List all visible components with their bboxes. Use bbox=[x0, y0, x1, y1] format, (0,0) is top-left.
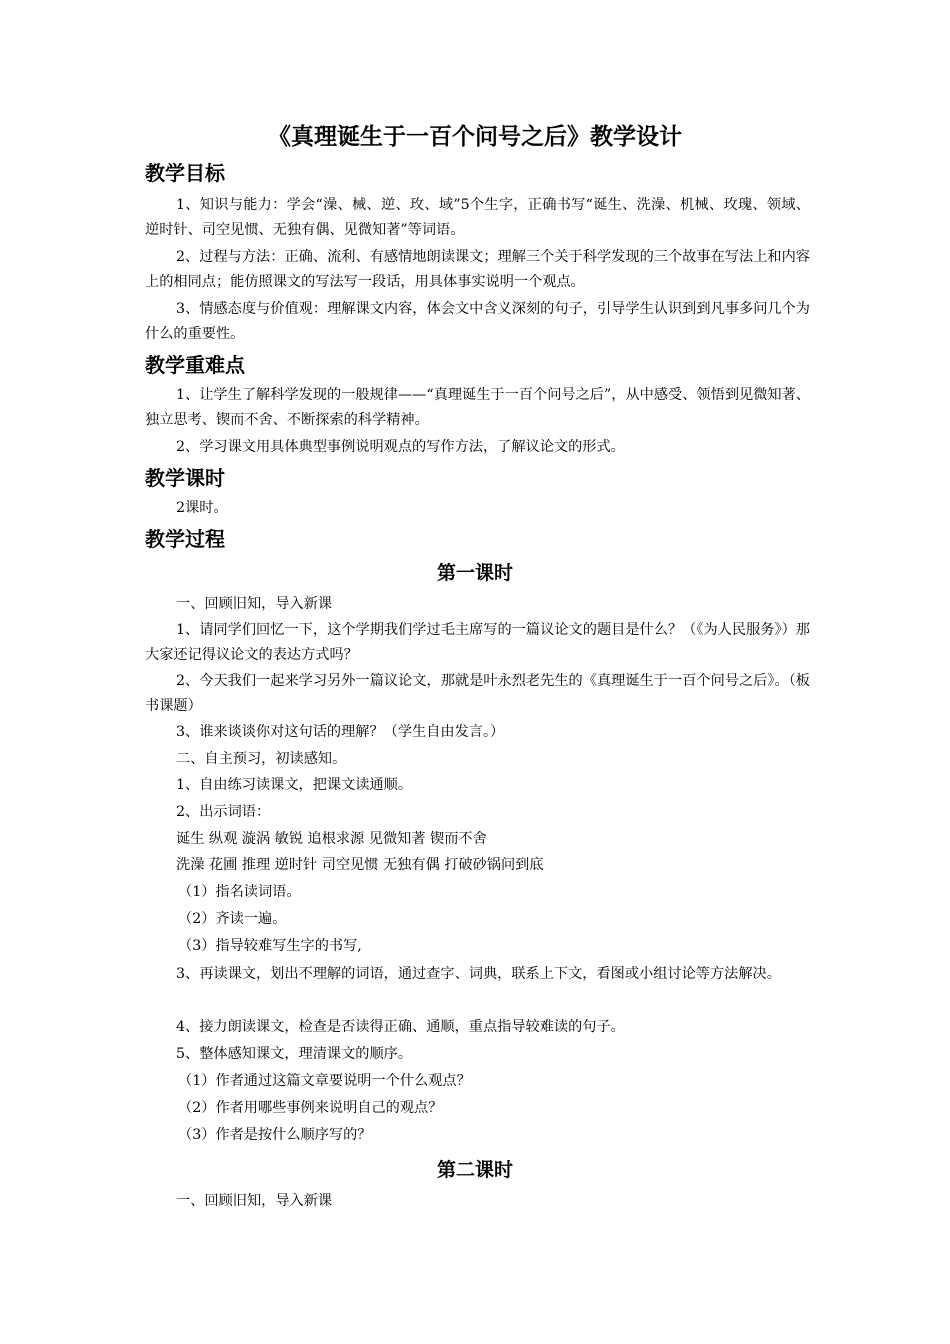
lesson2-heading: 第二课时 bbox=[436, 1159, 513, 1181]
lesson1-line: （1）指名读词语。 bbox=[178, 884, 301, 900]
lesson1-line: （2）作者用哪些事例来说明自己的观点？ bbox=[178, 1100, 443, 1116]
objective-item-3: 3、情感态度与价值观：理解课文内容，体会文中含义深刻的句子，引导学生认识到到凡事多问几个为什么的重要性。 bbox=[145, 301, 810, 342]
objective-item-2: 2、过程与方法：正确、流利、有感情地朗读课文；理解三个关于科学发现的三个故事在写法上和内容上的相同点；能仿照课文的写法写一段话，用具体事实说明一个观点。 bbox=[145, 249, 810, 290]
heading-key-points: 教学重难点 bbox=[145, 353, 245, 377]
objective-item-1: 1、知识与能力：学会“澡、械、逆、玫、域”5个生字，正确书写“诞生、洗澡、机械、玫瑰、领域、逆时针、司空见惯、无独有偶、见微知著”等词语。 bbox=[145, 197, 810, 238]
lesson1-heading: 第一课时 bbox=[436, 562, 513, 584]
heading-hours: 教学课时 bbox=[145, 466, 225, 490]
key-point-item-1: 1、让学生了解科学发现的一般规律——“真理诞生于一百个问号之后”，从中感受、领悟到见微知著、独立思考、锲而不舍、不断探索的科学精神。 bbox=[145, 387, 810, 428]
lesson1-line: 2、出示词语： bbox=[176, 804, 271, 820]
lesson1-vocab-line: 洗澡 花圃 推理 逆时针 司空见惯 无独有偶 打破砂锅问到底 bbox=[176, 857, 544, 873]
key-point-item-2: 2、学习课文用具体典型事例说明观点的写作方法，了解议论文的形式。 bbox=[176, 439, 625, 455]
heading-objectives: 教学目标 bbox=[145, 161, 225, 185]
lesson1-line: 1、自由练习读课文，把课文读通顺。 bbox=[176, 777, 413, 793]
lesson1-line: （2）齐读一遍。 bbox=[178, 911, 287, 927]
lesson1-line: （1）作者通过这篇文章要说明一个什么观点？ bbox=[178, 1073, 471, 1089]
lesson1-line: （3）指导较难写生字的书写, bbox=[178, 938, 362, 954]
heading-process: 教学过程 bbox=[145, 527, 225, 551]
hours-text: 2课时。 bbox=[176, 500, 228, 516]
lesson1-vocab-line: 诞生 纵观 漩涡 敏锐 追根求源 见微知著 锲而不舍 bbox=[176, 831, 487, 847]
document-title: 《真理诞生于一百个问号之后》教学设计 bbox=[268, 124, 682, 150]
lesson1-line: 3、谁来谈谈你对这句话的理解？（学生自由发言。） bbox=[176, 724, 505, 740]
lesson2-line: 一、回顾旧知，导入新课 bbox=[176, 1193, 333, 1209]
lesson1-line: 3、再读课文，划出不理解的词语，通过查字、词典，联系上下文，看图或小组讨论等方法解决。 bbox=[176, 966, 781, 982]
lesson1-line: 一、回顾旧知，导入新课 bbox=[176, 596, 333, 612]
lesson1-line: 4、接力朗读课文，检查是否读得正确、通顺，重点指导较难读的句子。 bbox=[176, 1019, 625, 1035]
lesson1-line: 2、今天我们一起来学习另外一篇议论文，那就是叶永烈老先生的《真理诞生于一百个问号之后》。（板书课题） bbox=[145, 673, 810, 714]
lesson1-line: 1、请同学们回忆一下，这个学期我们学过毛主席写的一篇议论文的题目是什么？（《为人民服务》）那大家还记得议论文的表达方式吗？ bbox=[145, 622, 810, 663]
lesson1-line: 二、自主预习，初读感知。 bbox=[176, 751, 347, 767]
lesson1-line: （3）作者是按什么顺序写的？ bbox=[178, 1127, 372, 1143]
lesson1-line: 5、整体感知课文，理清课文的顺序。 bbox=[176, 1046, 413, 1062]
